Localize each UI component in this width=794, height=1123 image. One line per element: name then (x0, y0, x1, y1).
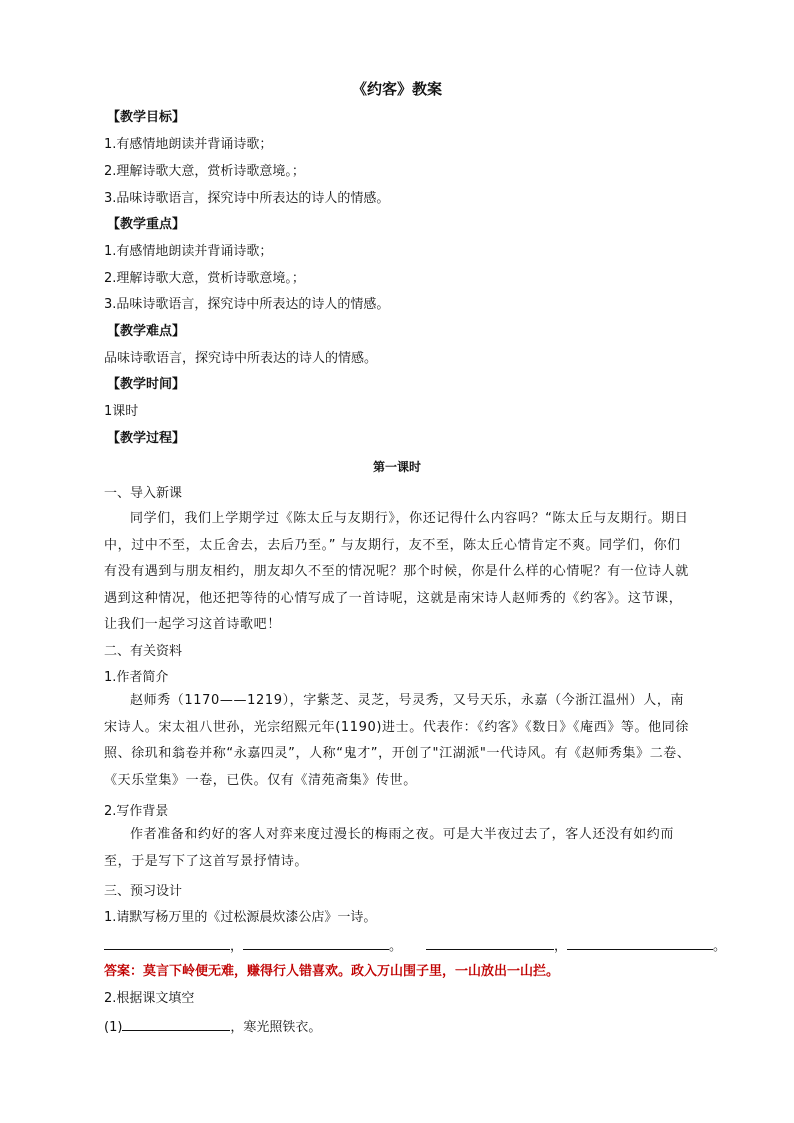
poem-line: ，寒光照铁衣。 (230, 1020, 322, 1035)
section3-heading: 三、预习设计 (104, 884, 183, 899)
separator: ， (554, 939, 568, 954)
objective-item: 1.有感情地朗读并背诵诗歌； (104, 137, 273, 152)
key-point-item: 1.有感情地朗读并背诵诗歌； (104, 244, 273, 259)
lesson-subtitle: 第一课时 (372, 460, 421, 474)
poem-blanks (104, 935, 726, 957)
separator: 。 (713, 939, 727, 954)
time-heading: 【教学时间】 (107, 377, 186, 392)
separator: ， (230, 939, 244, 954)
key-point-item: 3.品味诗歌语言，探究诗中所表达的诗人的情感。 (104, 297, 390, 312)
author-heading: 1.作者简介 (104, 670, 169, 685)
question-1: 1.请默写杨万里的《过松源晨炊漆公店》一诗。 (104, 910, 377, 925)
answer-blank[interactable] (122, 1016, 230, 1031)
difficulty-text: 品味诗歌语言，探究诗中所表达的诗人的情感。 (104, 351, 378, 366)
background-paragraph: 作者准备和约好的客人对弈来度过漫长的梅雨之夜。可是大半夜过去了，客人还没有如约而至，于是写下了这首写景抒情诗。 (104, 827, 675, 869)
background-heading: 2.写作背景 (104, 804, 169, 819)
answer-text: 答案：莫言下岭便无难，赚得行人错喜欢。政入万山围子里，一山放出一山拦。 (104, 964, 560, 979)
author-paragraph: 赵师秀（1170——1219），字紫芝、灵芝，号灵秀，又号天乐，永嘉（今浙江温州）人，南宋诗人。宋太祖八世孙，光宗绍熙元年(1190)进士。代表作：《约客》《数日》《庵西》等。他同徐照、徐玑和翁卷并称“永嘉四灵”，人称“鬼才”，开创了"江湖派"一代诗风。有《赵师秀集》二卷、《天乐堂集》一卷，已佚。仅有《清苑斋集》传世。 (104, 693, 691, 788)
question-2: 2.根据课文填空 (104, 991, 195, 1006)
answer-blank[interactable] (567, 935, 713, 950)
item-number: (1) (104, 1020, 123, 1035)
objectives-heading: 【教学目标】 (107, 110, 186, 125)
answer-blank[interactable] (104, 935, 230, 950)
process-heading: 【教学过程】 (107, 431, 186, 446)
intro-paragraph: 同学们，我们上学期学过《陈太丘与友期行》，你还记得什么内容吗？“陈太丘与友期行。期日中，过中不至，太丘舍去，去后乃至。” 与友期行，友不至，陈太丘心情肯定不爽。同学们，你们有没有遇到与朋友相约，朋友却久不至的情况呢？那个时候，你是什么样的心情呢？有一位诗人就遇到这种情况，他还把等待的心情写成了一首诗呢，这就是南宋诗人赵师秀的《约客》。这节课，让我们一起学习这首诗歌吧！ (104, 511, 689, 632)
answer-blank[interactable] (243, 935, 389, 950)
answer-blank[interactable] (426, 935, 554, 950)
objective-item: 2.理解诗歌大意，赏析诗歌意境。； (104, 164, 305, 179)
section1-heading: 一、导入新课 (104, 486, 183, 501)
key-point-item: 2.理解诗歌大意，赏析诗歌意境。； (104, 271, 305, 286)
separator: 。 (389, 939, 403, 954)
time-text: 1课时 (104, 404, 139, 419)
section2-heading: 二、有关资料 (104, 644, 183, 659)
key-points-heading: 【教学重点】 (107, 217, 186, 232)
difficulty-heading: 【教学难点】 (107, 324, 186, 339)
question-2-item-1 (104, 1016, 321, 1038)
page-title: 《约客》教案 (351, 80, 442, 98)
objective-item: 3.品味诗歌语言，探究诗中所表达的诗人的情感。 (104, 191, 390, 206)
